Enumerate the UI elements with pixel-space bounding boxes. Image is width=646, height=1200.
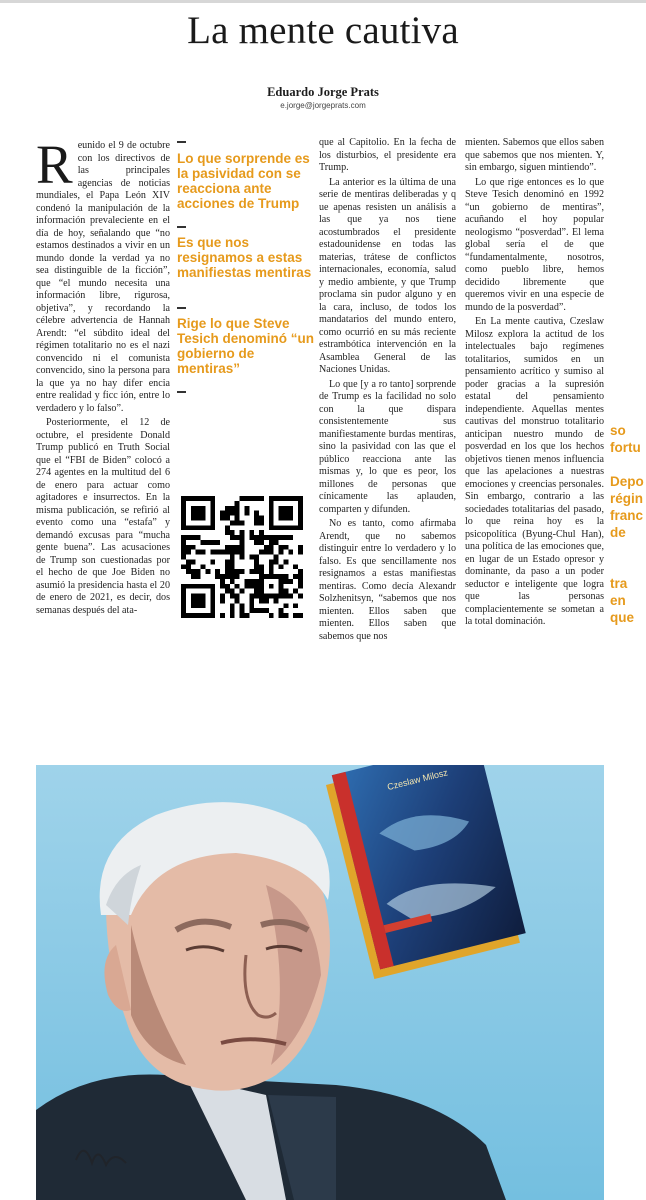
qr-module bbox=[186, 535, 191, 540]
qr-module bbox=[259, 598, 264, 603]
qr-module bbox=[254, 535, 259, 540]
qr-module bbox=[274, 559, 279, 564]
fragment-line: en bbox=[610, 593, 626, 608]
qr-module bbox=[244, 496, 249, 501]
qr-module bbox=[254, 516, 259, 521]
qr-module bbox=[254, 496, 259, 501]
qr-module bbox=[279, 506, 294, 521]
qr-module bbox=[196, 535, 201, 540]
qr-module bbox=[191, 569, 196, 574]
pullquote-1: Lo que sorprende es la pasividad con se reacciona ante acciones de Trump bbox=[177, 151, 310, 211]
pullquote-divider bbox=[177, 391, 186, 393]
qr-module bbox=[259, 550, 264, 555]
qr-module bbox=[244, 584, 249, 589]
qr-module bbox=[249, 584, 254, 589]
qr-module bbox=[254, 559, 259, 564]
qr-module bbox=[225, 589, 230, 594]
qr-module bbox=[230, 550, 235, 555]
qr-module bbox=[269, 569, 274, 574]
qr-module bbox=[225, 584, 230, 589]
qr-module bbox=[230, 511, 235, 516]
paragraph bbox=[36, 134, 170, 415]
qr-module bbox=[283, 574, 288, 579]
qr-code[interactable] bbox=[181, 496, 303, 618]
qr-module bbox=[249, 598, 254, 603]
qr-module bbox=[220, 584, 225, 589]
qr-module bbox=[259, 608, 264, 613]
qr-module bbox=[235, 516, 240, 521]
qr-module bbox=[191, 506, 206, 521]
qr-module bbox=[225, 545, 230, 550]
qr-module bbox=[274, 540, 279, 545]
qr-module bbox=[225, 559, 230, 564]
qr-module bbox=[235, 584, 240, 589]
qr-module bbox=[230, 506, 235, 511]
qr-module bbox=[240, 535, 245, 540]
qr-module bbox=[215, 540, 220, 545]
fragment-line: so bbox=[610, 423, 626, 438]
qr-module bbox=[249, 603, 254, 608]
qr-module bbox=[191, 594, 206, 609]
fragment-line: fortu bbox=[610, 440, 641, 455]
qr-module bbox=[269, 535, 274, 540]
qr-module bbox=[269, 613, 274, 618]
qr-module bbox=[240, 540, 245, 545]
paragraph: mienten. Sabemos que ellos saben que sabemos que nos mienten. Y, sin embargo, siguen mintiendo”. bbox=[465, 137, 604, 173]
qr-module bbox=[244, 579, 249, 584]
article-title: La mente cautiva bbox=[187, 9, 459, 52]
qr-module bbox=[293, 589, 298, 594]
qr-module bbox=[235, 520, 240, 525]
qr-module bbox=[249, 594, 254, 599]
qr-module bbox=[254, 511, 259, 516]
qr-module bbox=[264, 608, 269, 613]
qr-module bbox=[259, 564, 264, 569]
qr-module bbox=[220, 594, 225, 599]
qr-module bbox=[225, 574, 230, 579]
top-rule bbox=[0, 0, 646, 3]
qr-module bbox=[210, 550, 215, 555]
article-column-2 bbox=[319, 137, 456, 645]
qr-module bbox=[259, 496, 264, 501]
qr-module bbox=[264, 545, 269, 550]
qr-module bbox=[235, 594, 240, 599]
qr-module bbox=[181, 550, 186, 555]
qr-module bbox=[298, 574, 303, 579]
paragraph-text: eunido el 9 de octubre con los directivos de las principales agencias de noticias mundiales, el Papa León XIV condenó la manipulación de la información prevaleciente en el día de hoy, señalando que “no estamos destinados a vivir en un mundo donde la verdad ya no sea distinguible de la ficción”, que “el mundo necesita una información libre, rigurosa, objetiva”, y recordando la célebre advertencia de Hannah Arendt: “el súbdito ideal del régimen totalitario no es el nazi convencido ni el comunista convencido, sino la persona para la que ya no hay difer encia entre realidad y ficc ión, entre lo verdadero y lo falso”. bbox=[36, 140, 170, 414]
qr-module bbox=[186, 569, 191, 574]
fragment-line: tra bbox=[610, 576, 628, 591]
qr-module bbox=[220, 511, 225, 516]
paragraph: La anterior es la última de una serie de mentiras deliberadas y q ue apenas resisten un análisis a las que ya nos tiene acostumbrados el presidente estadounidense en todas las materias, trátese de conflictos internacionales, economía, salud y medio ambiente, y que Trump proclama sin pudor alguno y en la cara, incluso, de todos los mandatarios del mundo entero, como ocurrió en su más reciente estrambótica intervención en la Asamblea General de las Naciones Unidas. bbox=[319, 176, 456, 375]
qr-module bbox=[240, 520, 245, 525]
pullquote-3: Rige lo que Steve Tesich denominó “un gobierno de mentiras” bbox=[177, 316, 315, 376]
fragment-line: régin bbox=[610, 491, 644, 506]
article-column-3 bbox=[465, 137, 604, 631]
qr-module bbox=[191, 545, 196, 550]
qr-module bbox=[249, 579, 254, 584]
qr-module bbox=[235, 501, 240, 506]
qr-module bbox=[264, 598, 269, 603]
qr-module bbox=[230, 579, 235, 584]
paragraph: En La mente cautiva, Czeslaw Milosz explora la actitud de los intelectuales bajo regímenes totalitarios, sumidos en un pensamiento acrítico y sumiso al poder gracias a la supresión estatal del pensamiento independiente. Aquellas mentes cautivas del monstruo totalitario anticipan nuestro mundo de posverdad en los que los hechos objetivos tienen menos influencia que las apelaciones a nuestras emociones y creencias personales. Sin embargo, contrario a las sociedades totalitarias del pasado, lo que reina hoy es la psicopolítica (Byung-Chul Han), una política de las emociones que, en lugar de un Estado opresor y dominante, da paso a un poder seductor e inteligente que logra que las personas complacientemente se sometan a la total dominación. bbox=[465, 316, 604, 627]
qr-module bbox=[274, 555, 279, 560]
qr-module bbox=[269, 545, 274, 550]
qr-module bbox=[210, 559, 215, 564]
qr-module bbox=[279, 564, 284, 569]
qr-module bbox=[181, 535, 186, 540]
qr-module bbox=[283, 545, 288, 550]
qr-module bbox=[264, 550, 269, 555]
qr-module bbox=[230, 555, 235, 560]
qr-module bbox=[235, 511, 240, 516]
qr-module bbox=[283, 613, 288, 618]
qr-module bbox=[240, 555, 245, 560]
qr-module bbox=[269, 564, 274, 569]
qr-module bbox=[230, 613, 235, 618]
qr-module bbox=[240, 569, 245, 574]
author-byline: Eduardo Jorge Prats bbox=[267, 85, 379, 99]
pullquote-divider bbox=[177, 141, 186, 143]
qr-module bbox=[191, 559, 196, 564]
qr-module bbox=[220, 598, 225, 603]
qr-module bbox=[230, 564, 235, 569]
paragraph: No es tanto, como afirmaba Arendt, que no sabemos distinguir entre lo verdadero y lo falso. Es que sencillamente nos resignamos a estas manifiestas mentiras. Como decía Alexandr Solzhenitsyn, “sabemos que nos mienten. Ellos saben que mienten. Ellos saben que sabemos que nos bbox=[319, 518, 456, 642]
qr-module bbox=[235, 574, 240, 579]
qr-module bbox=[240, 496, 245, 501]
qr-module bbox=[269, 540, 274, 545]
fragment-line: franc bbox=[610, 508, 644, 523]
qr-module bbox=[254, 584, 259, 589]
qr-module bbox=[225, 564, 230, 569]
qr-module bbox=[288, 594, 293, 599]
qr-module bbox=[225, 569, 230, 574]
qr-module bbox=[254, 520, 259, 525]
qr-module bbox=[225, 525, 230, 530]
qr-module bbox=[254, 555, 259, 560]
illustration-portrait-with-book bbox=[36, 765, 604, 1200]
qr-module bbox=[293, 603, 298, 608]
qr-module bbox=[293, 574, 298, 579]
qr-module bbox=[215, 569, 220, 574]
qr-module bbox=[215, 574, 220, 579]
qr-module bbox=[240, 613, 245, 618]
qr-module bbox=[186, 564, 191, 569]
qr-module bbox=[283, 579, 288, 584]
qr-module bbox=[254, 594, 259, 599]
qr-module bbox=[283, 603, 288, 608]
qr-module bbox=[205, 569, 210, 574]
qr-module bbox=[254, 540, 259, 545]
qr-module bbox=[230, 574, 235, 579]
qr-module bbox=[254, 569, 259, 574]
qr-module bbox=[259, 569, 264, 574]
qr-module bbox=[181, 540, 186, 545]
qr-module bbox=[288, 550, 293, 555]
qr-module bbox=[181, 545, 186, 550]
qr-module bbox=[205, 540, 210, 545]
qr-module bbox=[201, 540, 206, 545]
drop-cap: R bbox=[36, 134, 73, 195]
qr-module bbox=[254, 608, 259, 613]
book-author-text: Czeslaw Milosz bbox=[386, 767, 449, 793]
qr-module bbox=[230, 520, 235, 525]
qr-module bbox=[196, 574, 201, 579]
qr-module bbox=[240, 589, 245, 594]
qr-module bbox=[259, 516, 264, 521]
qr-module bbox=[298, 594, 303, 599]
qr-module bbox=[240, 550, 245, 555]
qr-module bbox=[220, 516, 225, 521]
qr-module bbox=[254, 564, 259, 569]
qr-module bbox=[269, 550, 274, 555]
qr-module bbox=[181, 564, 186, 569]
qr-module bbox=[279, 545, 284, 550]
qr-module bbox=[293, 613, 298, 618]
paragraph: que al Capitolio. En la fecha de los disturbios, el presidente era Trump. bbox=[319, 137, 456, 173]
paragraph: Lo que rige entonces es lo que Steve Tesich denominó en 1992 “un gobierno de mentiras”, acuñando el hoy popular neologismo “posverdad”. El lema global sería el de que “fundamentalmente, nosotros, como pueblo libre, hemos decidido libremente que queremos vivir en una especie de mundo de la posverdad”. bbox=[465, 176, 604, 313]
qr-module bbox=[249, 530, 254, 535]
qr-module bbox=[230, 569, 235, 574]
qr-module bbox=[269, 559, 274, 564]
qr-module bbox=[249, 496, 254, 501]
qr-module bbox=[244, 506, 249, 511]
qr-module bbox=[259, 535, 264, 540]
qr-module bbox=[283, 589, 288, 594]
qr-module bbox=[249, 569, 254, 574]
qr-module bbox=[196, 569, 201, 574]
qr-module bbox=[298, 613, 303, 618]
qr-module bbox=[230, 535, 235, 540]
qr-module bbox=[244, 511, 249, 516]
paragraph: Posteriormente, el 12 de octubre, el presidente Donald Trump publicó en Truth Social que el “FBI de Biden” colocó a 274 agentes en la multitud del 6 de enero para actuar como agitadores e insurrectos. En la misma publicación, se refirió al evento como una “estafa” y demandó excusas para “mucha gente buena”. Las acusaciones de Trump son cuestionadas por el hecho de que Joe Biden no asumió la presidencia hasta el 20 de enero de 2021, es decir, dos semanas después del ata- bbox=[36, 417, 170, 616]
qr-module bbox=[220, 550, 225, 555]
qr-module bbox=[225, 511, 230, 516]
qr-module bbox=[230, 603, 235, 608]
qr-module bbox=[298, 545, 303, 550]
qr-module bbox=[235, 598, 240, 603]
qr-module bbox=[210, 540, 215, 545]
qr-module bbox=[235, 535, 240, 540]
qr-module bbox=[279, 613, 284, 618]
qr-module bbox=[249, 555, 254, 560]
qr-module bbox=[259, 530, 264, 535]
qr-module bbox=[215, 550, 220, 555]
qr-module bbox=[201, 550, 206, 555]
qr-module bbox=[235, 550, 240, 555]
qr-module bbox=[230, 559, 235, 564]
qr-module bbox=[298, 584, 303, 589]
qr-module bbox=[225, 506, 230, 511]
paragraph: Lo que [y a ro tanto] sorprende de Trump es la facilidad no solo con la que dispara consistentemente sus manifiestamente burdas mentiras, sino la pasividad con las que el público reacciona ante las mismas y, lo que es peor, los millones de personas que cínicamente las aplauden, comparten y difunden. bbox=[319, 378, 456, 515]
qr-module bbox=[186, 550, 191, 555]
qr-module bbox=[196, 550, 201, 555]
qr-module bbox=[225, 530, 230, 535]
qr-module bbox=[259, 520, 264, 525]
qr-module bbox=[293, 564, 298, 569]
qr-module bbox=[274, 535, 279, 540]
qr-module bbox=[186, 559, 191, 564]
qr-module bbox=[230, 545, 235, 550]
qr-module bbox=[254, 579, 259, 584]
qr-module bbox=[230, 530, 235, 535]
qr-module bbox=[201, 564, 206, 569]
qr-module bbox=[230, 589, 235, 594]
qr-module bbox=[249, 608, 254, 613]
qr-module bbox=[181, 555, 186, 560]
author-email[interactable]: e.jorge@jorgeprats.com bbox=[280, 101, 366, 110]
fragment-line: de bbox=[610, 525, 626, 540]
qr-module bbox=[240, 530, 245, 535]
pullquote-2: Es que nos resignamos a estas manifiestas mentiras bbox=[177, 235, 312, 280]
qr-module bbox=[298, 579, 303, 584]
qr-module bbox=[225, 516, 230, 521]
qr-module bbox=[259, 540, 264, 545]
qr-module bbox=[283, 559, 288, 564]
qr-module bbox=[269, 584, 274, 589]
article-column-1 bbox=[36, 134, 170, 619]
qr-module bbox=[230, 608, 235, 613]
qr-module bbox=[298, 569, 303, 574]
qr-module bbox=[274, 598, 279, 603]
qr-module bbox=[240, 608, 245, 613]
pullquote-divider bbox=[177, 226, 186, 228]
qr-module bbox=[264, 535, 269, 540]
qr-module bbox=[279, 608, 284, 613]
qr-module bbox=[240, 545, 245, 550]
qr-module bbox=[220, 613, 225, 618]
qr-module bbox=[230, 594, 235, 599]
fragment-line: que bbox=[610, 610, 635, 625]
qr-module bbox=[279, 535, 284, 540]
qr-module bbox=[240, 603, 245, 608]
pullquote-divider bbox=[177, 307, 186, 309]
qr-module bbox=[235, 569, 240, 574]
qr-module bbox=[298, 550, 303, 555]
qr-module bbox=[235, 545, 240, 550]
adjacent-article-fragment bbox=[610, 422, 646, 626]
qr-module bbox=[283, 594, 288, 599]
qr-module bbox=[220, 579, 225, 584]
qr-module bbox=[279, 550, 284, 555]
qr-module bbox=[220, 574, 225, 579]
qr-module bbox=[244, 613, 249, 618]
qr-module bbox=[186, 545, 191, 550]
fragment-line: Depo bbox=[610, 474, 644, 489]
qr-module bbox=[191, 574, 196, 579]
qr-module bbox=[254, 589, 259, 594]
qr-module bbox=[235, 506, 240, 511]
qr-module bbox=[225, 550, 230, 555]
qr-module bbox=[288, 579, 293, 584]
qr-module bbox=[283, 535, 288, 540]
qr-module bbox=[191, 535, 196, 540]
qr-module bbox=[288, 535, 293, 540]
qr-module bbox=[249, 535, 254, 540]
